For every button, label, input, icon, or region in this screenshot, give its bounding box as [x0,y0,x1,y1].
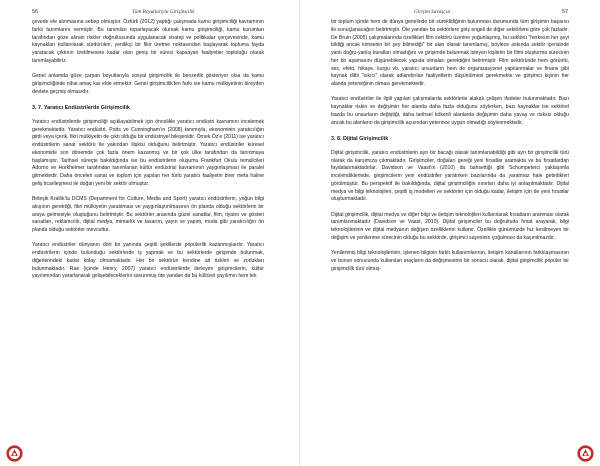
paragraph: Yaratıcı endüstrilerde girişimciliği açıklayabilmek için öncelikle yaratıcı endüstri kavramını incelemek gerekmektedir. Yaratıcı endüstri, Potts ve Cunningham'ın (2008) tanımıyla, ekonominin yaratıcılığın girdi veya içerik, fikri mülkiyetin de çıktı olduğu bir endüstriyel bileşenidir. Örnek Öz'e (2011) ise yaratıcı endüstrilerin sanat sektörü ile yakından ilişkisi olduğunu belirtmiştir. Yaratıcı endüstriler küresel ekonomide son dönemde çok fazla önem kazanmış ve bir çok ülke tarafından da tanınmaya başlamıştır. Tarihsel süreçte bakıldığında ise bu endüstrilerin oluşumu Frankfurt Okulu temsilcileri Adorno ve Horkheimer tarafından tanımlanan kültür endüstrisi kavramının yaygınlaşması ile paralel gitmektedir. Daha önceleri sanat ve toplum için yapılan her türlü yaratıcı faaliyetin birer meta haline geliş ticarileşmesi ile doğan yeni bir sektör olmuştur. [32,118,264,187]
right-text-column [331,19,569,281]
publisher-logo-icon [577,445,594,462]
paragraph: Yenilenmiş bilgi teknolojilerinin, işlenen bilginin farklı kullanımlarının, iletişim kanallarının farklılaşmasının ve bunun sonucunda kullanılan araçların da değişmesinin bir sonucu olarak, dijital girişimcilik popüler bir girişimcilik türü olmuş- [331,250,569,272]
paragraph: Birleşik Krallık'ta DCMS (Department for Culture, Media and Sport) yaratıcı endüstrilerin, yoğun bilgi akışının gerektiği, fikri mülkiyetin yaratılması ve yaygınlaştırılmasının ön planda olduğu sektörlerin bir araya gelmesiyle oluştuğunu belirtmiştir. Bu sektörler arasında güzel sanatlar, film, tiyatro ve gösteri sanatları, reklamcılık, dijital medya, mimarlık ve tasarım, yayın ve yapım, moda gibi yaratıcılığın ön planda olduğu sektörler mevcuttur. [32,196,264,233]
paragraph: Yaratıcı endüstriler ile ilgili yapılan çalışmalarda sektörlerle alakalı çelişen ifadeler bulunmaktadır. Bazı kaynaklar riskin ve değişimin her alanda daha fazla olduğunu söylerken, bazı kaynaklar ise sektörel bazda bu unsurların değiştiği, daha tarihsel kökenli alanlarda değişimin daha yavaş ve risksiz olduğu ancak bu alanların da girişimcilik açısından yeterince uygun olmadığı söylenmektedir. [331,96,569,126]
section-heading: 3. 8. Dijital Girişimcilik [331,135,389,142]
page-number-right: 57 [562,9,568,15]
running-head-right: Girişim Savaşçısı [414,9,451,15]
paragraph: Dijital girişimcilik, yaratıcı endüstrilerin ayrı bir bacağı olarak tanımlanabildiği gibi ayrı bir girişimcilik türü olarak da karşımıza çıkmaktadır. Girişimciler, doğaları gereği yeni fırsatlar aramakta ve bu fırsatlardan faydalanmaktadırlar. Davidson ve Vaast'ın (2010) da bahsettiği gibi Schumpeterci yaklaşımla incelendiklerinde, girişimcilerin yeni endüstriler yaratırken bazılarında da yaratmaz hale getirdikleri görülmüştür. Bu perspektif ile bakıldığında, dijital girişimciliğin sınırları daha iyi anlaşılmaktadır. Dijital medya ve bilgi teknolojileri, çeşitli iş modelleri ve sektörler için olduğu kadar, iletişim için de yeni fırsatlar oluşturmaktadır. [331,149,569,203]
paragraph: Yaratıcı endüstriler dünyanın dört bir yanında çeşitli şekillerde popülerlik kazanmışlardır. Yaratıcı endüstrilerin içinde bulunduğu sektörlerde iş yapmak ve bu sektörlerde girişimde bulunmak, diğerlerindeki kadar kolay olmamaktadır. Her bir sektörün kendine ait riskleri ve zorlukları bulunmaktadır. Rae (içinde Henry, 2007) yaratıcı endüstrilerde ilerleyen girişimcilerin, kültür yayılımından yararlanarak gelişebileceklerini savunmuş öte yandan da bu kültürel yayılımın hem tek [32,242,264,280]
left-text-column [32,19,264,289]
paragraph: Genel anlamda göze çarpan boyutlarıyla sosyal girişimcilik ile benzerlik gösteriyor olsa da kamu girişimciliğinde nihai amaç kar elde etmektir. Genel girişimcilik'ten farkı ise kamu mülkiyetinin bireyden devlete geçmiş olmasıdır. [32,73,264,95]
page-number-left: 56 [32,9,38,15]
publisher-logo-icon [6,445,23,462]
paragraph: bir toplum içinde hem de dünya genelinde bir süreklidiğinin bulunması durumunda tüm girişimin başarısı ile sonuçlanacağını belirtmiştir. Öte yandan bu sektörlere giriş engeli de diğer sektörlere göre çok fazladır. De Bruin (2005) çalışmalarında özellikleri film sektörü üzerine yoğunlaşmış, bu sektörü "herkesin her şeyi bildiği ancak kimsenin bir şey bilmediği" bir alan olarak tanımlamış, böylece askında sektör içerisinde yanlı doğru-yanlış kuralları olmadığını ve girişimde bulunmak isteyen kişilerin bir filmi oluşturma sürecinin her bir aşamasını düşünebilecek yapıda olmaları gerektiğini belirtmiştir. Film sektöründe hem görüntü, ses, efekt, hikaye, kurgu vb. yaratıcı unsurların hem de organizasyonel yapılanmalar ve finans gibi kaynak dilbi "sıkıcı" olarak adlandırılan faaliyetlerin düşünülmesi gerekmekte ve girişimci kişinin her alanda yeteneğinin olması gerekmektedir. [331,19,569,87]
section-heading: 3. 7. Yaratıcı Endüstrilerde Girişimcilik [32,104,130,111]
right-page [300,0,600,466]
running-head-left: Tüm Boyutlarıyla Girişimcilik [132,9,195,15]
paragraph: çevede ele alınmasına sebep olmuştur. Öztürk (2012) yaptığı çalışmada kamu girişimciliği kavramının farklı tanımlarını vermiştir. Bu tanımları toparlayacak olursak kamu girişimciliği, kamu kurumları tarafından göze alınan riskler doğrultusunda uygulanacak strateji ve politikalar çerçevesinde, kamu kaynakları kullanılarak sürdürülen, yenilikçi bir fikir üretme noktasından başlayarak topluma fayda yaratacak çıktının üretilmesine kadar olan geniş bir süreci kapsayan faaliyetler topluluğu olarak tanımlayabiliriz. [32,19,264,64]
paragraph: Dijital girişimcilik, dijital medya ve diğer bilgi ve iletişim teknolojileri kullanılarak fırsatların aranması olarak tanımlanmaktadır (Davidson ve Vaast, 2010). Dijital girişimciler bu doğrultuda fırsat arayarak, bilgi teknolojilerinin ve dijital medyanın değişen özelliklerini kullanır. Özellikle günümüzde hız kesilmeyen bir değişim ve yenilenme sürecinin olduğu bu sektörde, girişimci sayesinin çoğalması da kaçınılmazdır. [331,211,569,241]
